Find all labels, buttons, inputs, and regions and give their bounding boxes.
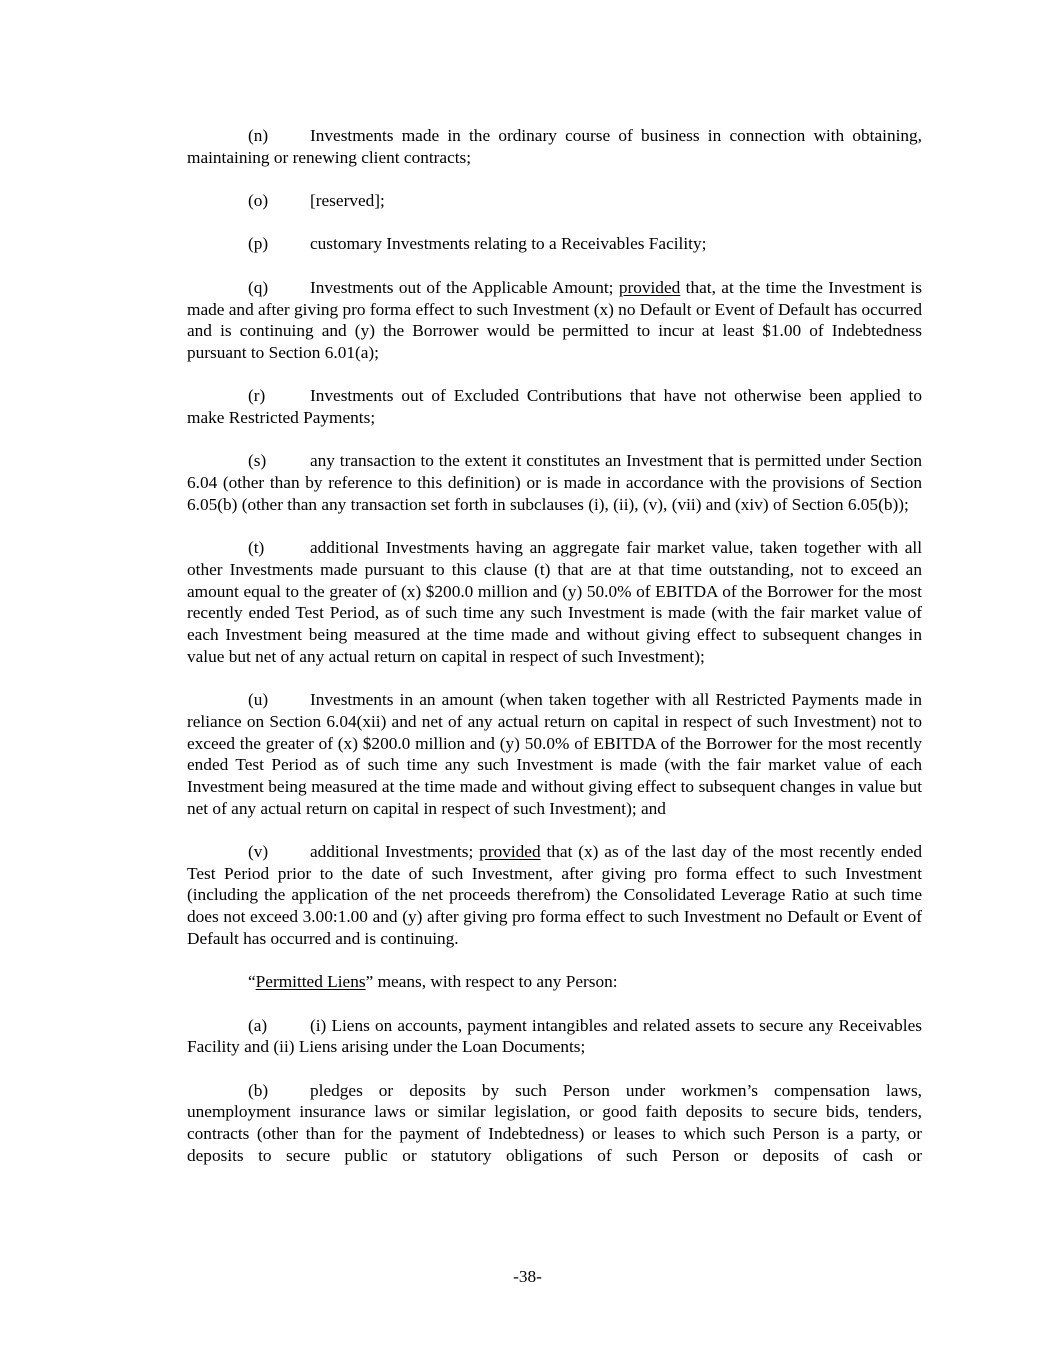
lien-a — [187, 1015, 922, 1058]
clause-u — [187, 689, 922, 819]
clause-r — [187, 385, 922, 428]
clause-text: that (x) as of the last day of the most recently ended Test Period prior to the date of such Investment, after giving pro forma effect to such Investment (including the application of the net proceeds therefrom) the Consolidated Leverage Ratio at such time does not exceed 3.00:1.00 and (y) after giving pro forma effect to such Investment no Default or Event of Default has occurred and is continuing. — [187, 842, 923, 948]
clause-text: that, at the time the Investment is made and after giving pro forma effect to such Investment (x) no Default or Event of Default has occurred and is continuing and (y) the Borrower would be permitted to incur at least $1.00 of Indebtedness pursuant to Section 6.01(a); — [187, 277, 922, 362]
clause-q — [187, 277, 922, 364]
clause-label: (n) — [248, 126, 269, 145]
clause-label: (v) — [248, 842, 269, 862]
clause-label: (p) — [248, 234, 269, 254]
provided-term: provided — [618, 277, 681, 297]
clause-label: (b) — [248, 1080, 269, 1100]
clause-label: (s) — [248, 451, 267, 471]
clause-label: (o) — [248, 191, 269, 211]
clause-text: (i) Liens on accounts, payment intangibles and related assets to secure any Receivables Facility and (ii) Liens arising under the Loan Documents; — [187, 1015, 922, 1057]
clause-label: (r) — [248, 386, 266, 406]
clause-p — [187, 233, 922, 255]
document-body — [187, 125, 922, 1188]
clause-label: (u) — [248, 690, 269, 710]
clause-o — [187, 190, 922, 212]
lien-b — [187, 1080, 922, 1167]
clause-s — [187, 450, 922, 515]
clause-text: customary Investments relating to a Receivables Facility; — [310, 234, 707, 254]
clause-text: additional Investments having an aggregate fair market value, taken together with all other Investments made pursuant to this clause (t) that are at that time outstanding, not to exceed an amount equal to the greater of (x) $200.0 million and (y) 50.0% of EBITDA of the Borrower for the most recently ended Test Period, as of such time any such Investment is made (with the fair market value of each Investment being measured at the time made and without giving effect to subsequent changes in value but net of any actual return on capital in respect of such Investment); — [187, 538, 922, 666]
clause-text: Investments in an amount (when taken together with all Restricted Payments made in reliance on Section 6.04(xii) and net of any actual return on capital in respect of such Investment) not to exceed the greater of (x) $200.0 million and (y) 50.0% of EBITDA of the Borrower for the most recently ended Test Period as of such time any such Investment is made (with the fair market value of each Investment being measured at the time made and without giving effect to subsequent changes in value but net of any actual return on capital in respect of such Investment); and — [187, 690, 922, 818]
defined-term: Permitted Liens — [255, 972, 366, 992]
page-number: -38- — [513, 1267, 542, 1286]
open-quote: “ — [248, 972, 256, 992]
permitted-liens-definition — [187, 971, 922, 993]
clause-t — [187, 537, 922, 667]
clause-text: any transaction to the extent it constitutes an Investment that is permitted under Section 6.04 (other than by reference to this definition) or is made in accordance with the provisions of Section 6.05(b) (other than any transaction set forth in subclauses (i), (ii), (v), (vii) and (xiv) of Section 6.05(b)); — [187, 451, 922, 514]
definition-text: ” means, with respect to any Person: — [365, 972, 618, 992]
clause-v — [187, 841, 922, 950]
clause-text: [reserved]; — [310, 191, 385, 211]
clause-n — [187, 125, 922, 168]
clause-label: (q) — [248, 277, 269, 297]
provided-term: provided — [479, 842, 541, 862]
clause-text: Investments out of the Applicable Amount; — [310, 277, 619, 297]
clause-label: (a) — [248, 1015, 268, 1035]
clause-label: (t) — [248, 538, 265, 558]
clause-text: pledges or deposits by such Person under workmen’s compensation laws, unemployment insurance laws or similar legislation, or good faith deposits to secure bids, tenders, contracts (other than for the payment of Indebtedness) or leases to which such Person is a party, or deposits to secure public or statutory obligations of such Person or deposits of cash or — [187, 1080, 922, 1165]
clause-text: additional Investments; — [310, 842, 480, 862]
clause-text: Investments out of Excluded Contributions that have not otherwise been applied to make Restricted Payments; — [187, 386, 922, 428]
clause-text: Investments made in the ordinary course of business in connection with obtaining, maintaining or renewing client contracts; — [187, 126, 922, 167]
